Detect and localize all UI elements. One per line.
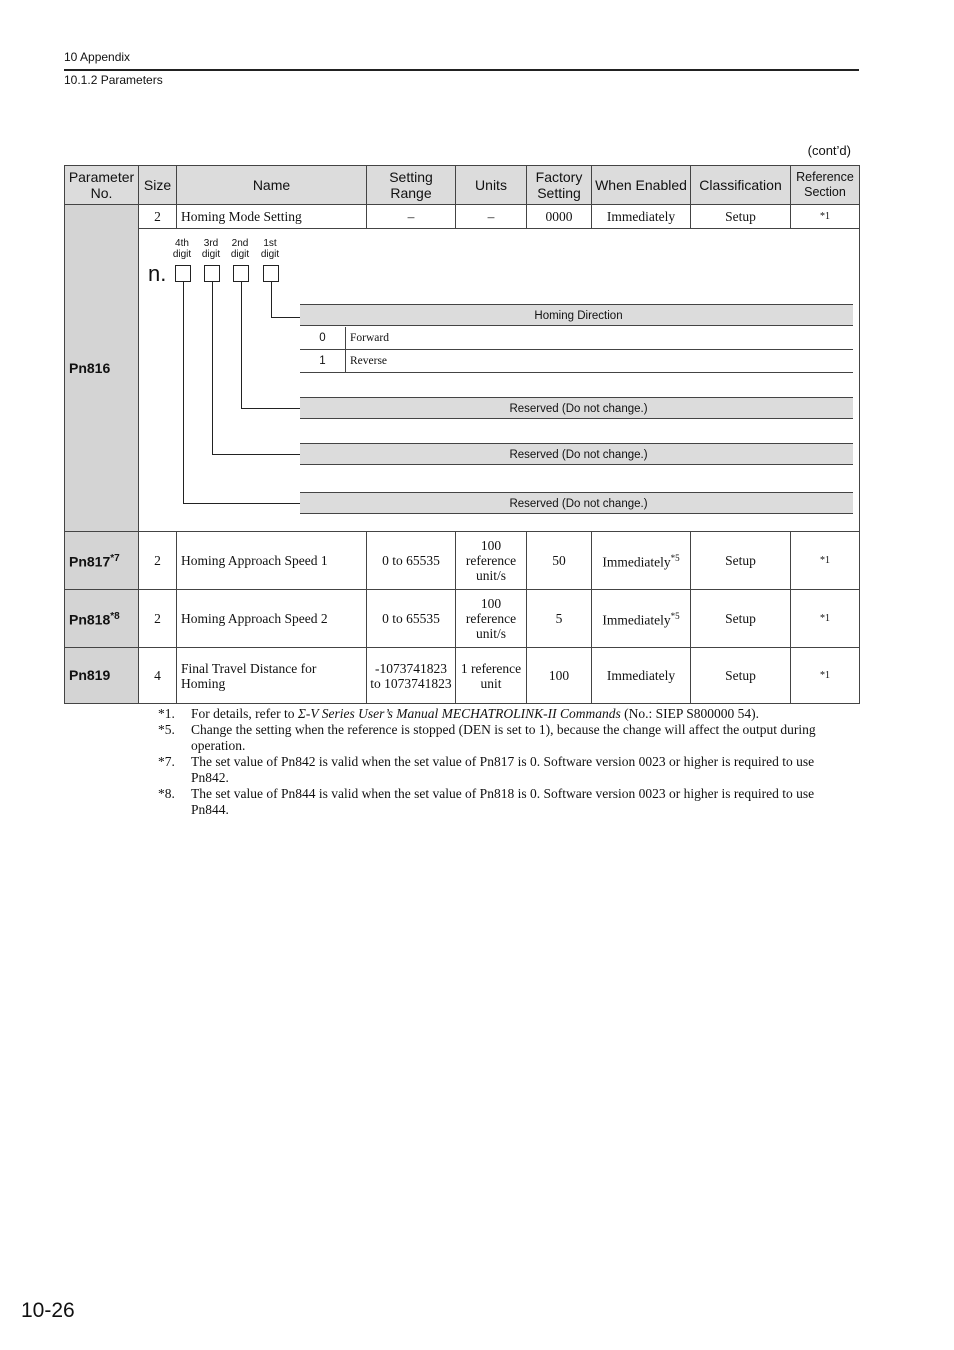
col-reference-section: Reference Section bbox=[791, 166, 860, 205]
col-param-no: Parameter No. bbox=[65, 166, 139, 205]
col-when-enabled: When Enabled bbox=[592, 166, 691, 205]
units-cell: 100 reference unit/s bbox=[456, 532, 527, 590]
units-cell: – bbox=[456, 205, 527, 229]
factory-cell: 0000 bbox=[527, 205, 592, 229]
param-no-pn818 bbox=[65, 590, 139, 648]
name-cell: Homing Approach Speed 1 bbox=[177, 532, 367, 590]
parameter-table bbox=[64, 165, 860, 704]
range-cell: -1073741823 to 1073741823 bbox=[367, 648, 456, 704]
units-cell: 1 reference unit bbox=[456, 648, 527, 704]
ref-cell: *1 bbox=[791, 590, 860, 648]
enabled-text: Immediately bbox=[602, 554, 671, 570]
continued-label: (cont’d) bbox=[807, 143, 851, 158]
footnote-text-end: (No.: SIEP S800000 54). bbox=[620, 706, 760, 721]
param-no-pn816: Pn816 bbox=[65, 205, 139, 532]
param-no-pn817 bbox=[65, 532, 139, 590]
option-row-1 bbox=[300, 350, 853, 373]
col-units: Units bbox=[456, 166, 527, 205]
reserved-3rd-digit: Reserved (Do not change.) bbox=[300, 443, 853, 465]
digit-box-3rd bbox=[204, 265, 220, 282]
digit-diagram bbox=[139, 229, 859, 530]
enabled-cell: Immediately bbox=[592, 205, 691, 229]
footnote-ref: *7 bbox=[110, 553, 120, 565]
option-text: Reverse bbox=[350, 355, 388, 367]
table-row bbox=[65, 590, 860, 648]
name-cell: Homing Approach Speed 2 bbox=[177, 590, 367, 648]
param-no-text: Pn818 bbox=[69, 611, 111, 628]
footnote-text: For details, refer to bbox=[191, 706, 298, 721]
factory-cell: 100 bbox=[527, 648, 592, 704]
leader-line-2nd bbox=[241, 282, 242, 408]
ref-cell: *1 bbox=[791, 648, 860, 704]
param-no-text: Pn817 bbox=[69, 553, 111, 570]
table-header-row bbox=[65, 166, 860, 205]
digit-label-1st: 1st digit bbox=[260, 238, 280, 260]
ref-cell: *1 bbox=[791, 205, 860, 229]
leader-line-1st-h bbox=[271, 317, 301, 318]
option-text: Forward bbox=[350, 332, 389, 344]
homing-direction-title: Homing Direction bbox=[300, 304, 853, 326]
option-value: 0 bbox=[300, 327, 346, 349]
option-value: 1 bbox=[300, 350, 346, 372]
size-cell: 2 bbox=[139, 205, 177, 229]
page-number: 10-26 bbox=[21, 1299, 75, 1322]
range-cell: 0 to 65535 bbox=[367, 532, 456, 590]
chapter-header: 10 Appendix bbox=[64, 50, 131, 64]
classification-cell: Setup bbox=[691, 590, 791, 648]
footnote-ref: *5 bbox=[670, 553, 680, 564]
units-cell: 100 reference unit/s bbox=[456, 590, 527, 648]
digit-prefix: n. bbox=[148, 261, 167, 286]
footnote-text: Change the setting when the reference is stopped (DEN is set to 1), because the change will affect the output during operation. bbox=[191, 722, 816, 753]
enabled-cell bbox=[592, 532, 691, 590]
footnote-text: The set value of Pn844 is valid when the set value of Pn818 is 0. Software version 0023 or higher is required to use Pn844. bbox=[191, 786, 815, 817]
leader-line-4th bbox=[183, 282, 184, 503]
col-name: Name bbox=[177, 166, 367, 205]
digit-label-3rd: 3rd digit bbox=[201, 238, 221, 260]
footnote-mark: *5. bbox=[158, 722, 175, 737]
leader-line-3rd bbox=[212, 282, 213, 454]
factory-cell: 5 bbox=[527, 590, 592, 648]
footnote-7 bbox=[158, 754, 852, 786]
option-row-0 bbox=[300, 327, 853, 350]
digit-label-2nd: 2nd digit bbox=[230, 238, 250, 260]
footnote-ref: *8 bbox=[110, 611, 120, 623]
manual-title: Σ-V Series User’s Manual MECHATROLINK-II Commands bbox=[297, 706, 621, 721]
col-setting-range: Setting Range bbox=[367, 166, 456, 205]
leader-line-1st bbox=[271, 282, 272, 317]
col-size: Size bbox=[139, 166, 177, 205]
leader-line-2nd-h bbox=[241, 408, 301, 409]
name-cell: Homing Mode Setting bbox=[177, 205, 367, 229]
digit-diagram-row bbox=[65, 229, 860, 532]
enabled-text: Immediately bbox=[602, 612, 671, 628]
enabled-cell bbox=[592, 590, 691, 648]
name-cell: Final Travel Distance for Homing bbox=[177, 648, 367, 704]
size-cell: 4 bbox=[139, 648, 177, 704]
param-no-pn819: Pn819 bbox=[65, 648, 139, 704]
classification-cell: Setup bbox=[691, 648, 791, 704]
leader-line-4th-h bbox=[183, 503, 301, 504]
table-row bbox=[65, 205, 860, 229]
size-cell: 2 bbox=[139, 590, 177, 648]
reserved-4th-digit: Reserved (Do not change.) bbox=[300, 492, 853, 514]
size-cell: 2 bbox=[139, 532, 177, 590]
ref-cell: *1 bbox=[791, 532, 860, 590]
footnote-text: The set value of Pn842 is valid when the set value of Pn817 is 0. Software version 0023 or higher is required to use Pn842. bbox=[191, 754, 815, 785]
classification-cell: Setup bbox=[691, 532, 791, 590]
section-header: 10.1.2 Parameters bbox=[64, 73, 163, 87]
enabled-cell: Immediately bbox=[592, 648, 691, 704]
leader-line-3rd-h bbox=[212, 454, 301, 455]
header-rule bbox=[64, 69, 859, 71]
range-cell: – bbox=[367, 205, 456, 229]
footnote-mark: *7. bbox=[158, 754, 175, 769]
footnote-mark: *8. bbox=[158, 786, 175, 801]
digit-box-2nd bbox=[233, 265, 249, 282]
footnote-1 bbox=[158, 706, 852, 722]
col-factory-setting: Factory Setting bbox=[527, 166, 592, 205]
reserved-2nd-digit: Reserved (Do not change.) bbox=[300, 397, 853, 419]
digit-diagram-cell bbox=[139, 229, 860, 532]
footnotes bbox=[158, 706, 852, 818]
table-row bbox=[65, 532, 860, 590]
footnote-8 bbox=[158, 786, 852, 818]
col-classification: Classification bbox=[691, 166, 791, 205]
table-row bbox=[65, 648, 860, 704]
footnote-mark: *1. bbox=[158, 706, 175, 721]
digit-label-4th: 4th digit bbox=[172, 238, 192, 260]
range-cell: 0 to 65535 bbox=[367, 590, 456, 648]
digit-box-1st bbox=[263, 265, 279, 282]
factory-cell: 50 bbox=[527, 532, 592, 590]
footnote-ref: *5 bbox=[670, 611, 680, 622]
classification-cell: Setup bbox=[691, 205, 791, 229]
footnote-5 bbox=[158, 722, 852, 754]
digit-box-4th bbox=[175, 265, 191, 282]
